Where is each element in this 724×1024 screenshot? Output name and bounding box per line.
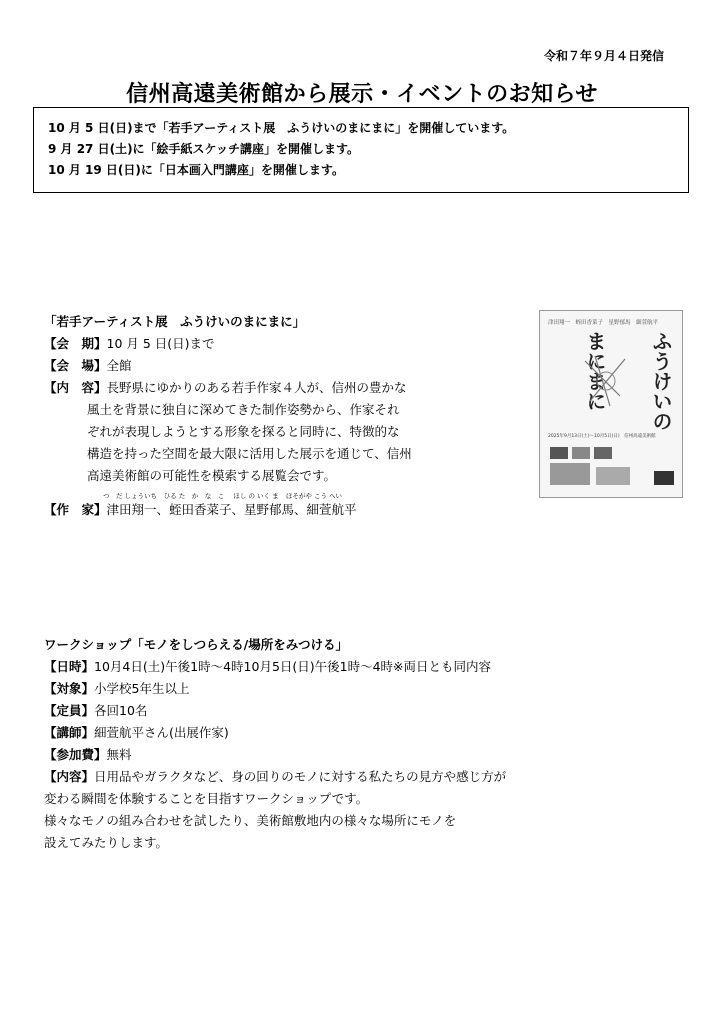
- venue-value: 全館: [106, 358, 132, 373]
- poster-thumb: [594, 447, 612, 459]
- fee-row: [44, 744, 506, 766]
- period-label: 【会 期】: [44, 336, 107, 351]
- artists-value: 津田翔一、蛭田香菜子、星野郁馬、細萱航平: [106, 502, 357, 517]
- content-line: 高遠美術館の可能性を模索する展覧会です。: [87, 468, 337, 483]
- content-line: ぞれが表現しようとする形象を探ると同時に、特徴的な: [87, 424, 400, 439]
- poster-drawing: [580, 351, 630, 411]
- period-row: [44, 333, 412, 355]
- exhibition-poster: [539, 310, 683, 498]
- exhibition-title: 「若手アーティスト展 ふうけいのまにまに」: [44, 314, 306, 329]
- notice-box: [33, 107, 689, 193]
- instructor-value: 細萱航平さん(出展作家): [94, 725, 229, 740]
- workshop-content-label: 【内容】: [44, 769, 95, 784]
- notice-line: 10 月 19 日(日)に「日本画入門講座」を開催します。: [48, 163, 344, 177]
- venue-label: 【会 場】: [44, 358, 107, 373]
- artists-label: 【作 家】: [44, 502, 107, 517]
- poster-title-col1: ふうけいの: [649, 331, 673, 431]
- artists-ruby: つ だ しょういち ひる た か な こ ほし の いく ま ほそがや こう へい: [102, 492, 343, 500]
- content-row: [44, 377, 412, 399]
- instructor-label: 【講師】: [44, 725, 95, 740]
- content-line: 構造を持った空間を最大限に活用した展示を通じて、信州: [87, 446, 412, 461]
- notice-line: 10 月 5 日(日)まで「若手アーティスト展 ふうけいのまにまに」を開催しています。: [48, 121, 515, 135]
- datetime-row: [44, 656, 506, 678]
- artists-row: [44, 501, 412, 519]
- target-value: 小学校5年生以上: [94, 681, 190, 696]
- content-line: 風土を背景に独自に深めてきた制作姿勢から、作家それ: [87, 402, 400, 417]
- workshop-content-row: [44, 766, 506, 788]
- datetime-label: 【日時】: [44, 659, 95, 674]
- content-line: 長野県にゆかりのある若手作家４人が、信州の豊かな: [106, 380, 407, 395]
- datetime-value: 10月4日(土)午後1時～4時10月5日(日)午後1時～4時※両日とも同内容: [94, 659, 492, 674]
- workshop-content-line: 様々なモノの組み合わせを試したり、美術館敷地内の様々な場所にモノを: [44, 813, 457, 828]
- workshop-content-line: 日用品やガラクタなど、身の回りのモノに対する私たちの見方や感じ方が: [94, 769, 507, 784]
- capacity-value: 各回10名: [94, 703, 148, 718]
- venue-row: [44, 355, 412, 377]
- target-row: [44, 678, 506, 700]
- museum-logo: [654, 471, 674, 485]
- workshop-section: [44, 634, 506, 854]
- poster-thumb: [550, 447, 568, 459]
- fee-value: 無料: [106, 747, 132, 762]
- workshop-content-line: 変わる瞬間を体験することを目指すワークショップです。: [44, 791, 369, 806]
- poster-thumb: [596, 467, 630, 485]
- target-label: 【対象】: [44, 681, 95, 696]
- capacity-label: 【定員】: [44, 703, 95, 718]
- poster-thumb: [550, 463, 590, 485]
- exhibition-section: [44, 311, 412, 519]
- poster-title-col2: まにまに: [583, 331, 607, 411]
- poster-thumb: [572, 447, 590, 459]
- capacity-row: [44, 700, 506, 722]
- poster-artists: 津田翔一 蛭田香菜子 星野郁馬 細萱航平: [548, 320, 659, 326]
- period-value: 10 月 5 日(日)まで: [106, 336, 215, 351]
- workshop-title: ワークショップ「モノをしつらえる/場所をみつける」: [44, 637, 348, 652]
- workshop-content-line: 設えてみたりします。: [44, 835, 169, 850]
- issue-date: 令和７年９月４日発信: [543, 49, 664, 63]
- page-title: 信州高遠美術館から展示・イベントのお知らせ: [126, 82, 598, 107]
- poster-info: 2025年9月13日(土)〜10月5日(日) 信州高遠美術館: [548, 434, 656, 439]
- fee-label: 【参加費】: [44, 747, 107, 762]
- notice-line: 9 月 27 日(土)に「絵手紙スケッチ講座」を開催します。: [48, 142, 359, 156]
- instructor-row: [44, 722, 506, 744]
- content-label: 【内 容】: [44, 380, 107, 395]
